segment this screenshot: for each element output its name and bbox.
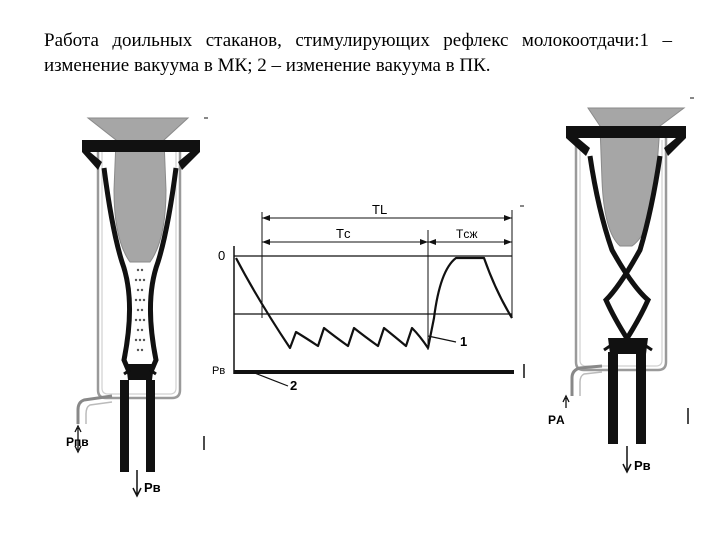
right-arrow-bottom	[623, 446, 631, 472]
right-milk-tube-right	[636, 352, 646, 444]
left-label-side-pressure: Pпв	[66, 435, 89, 449]
curve-1	[236, 258, 512, 348]
right-teat-cup	[204, 98, 694, 473]
label-zero: 0	[218, 248, 226, 263]
right-milk-tube-left	[608, 352, 618, 444]
left-milk-tube-right	[146, 380, 155, 472]
vacuum-graph	[212, 202, 524, 393]
label-curve-1: 1	[460, 334, 468, 349]
caption-text: Работа доильных стаканов, стимулирующих рефлекс молокоотдачи:1 – изменение вакуума в МК; 2 – изменение вакуума в ПК.	[44, 30, 672, 76]
label-period-squeeze: Tсж	[456, 227, 478, 241]
label-vacuum: Pв	[212, 365, 226, 377]
left-milk-tube-left	[120, 380, 129, 472]
left-milk-stream	[135, 269, 145, 351]
left-teat-cup	[66, 118, 204, 496]
left-side-tube	[78, 396, 112, 424]
left-arrow-bottom	[133, 470, 141, 496]
label-period-total: TL	[372, 202, 388, 217]
right-label-side-pressure: PА	[548, 413, 565, 427]
label-period-suck: Tс	[336, 226, 351, 241]
label-curve-2: 2	[290, 378, 298, 393]
right-label-bottom-pressure: Pв	[634, 458, 651, 473]
left-label-bottom-pressure: Pв	[144, 480, 161, 495]
right-arrow-side	[563, 396, 569, 408]
